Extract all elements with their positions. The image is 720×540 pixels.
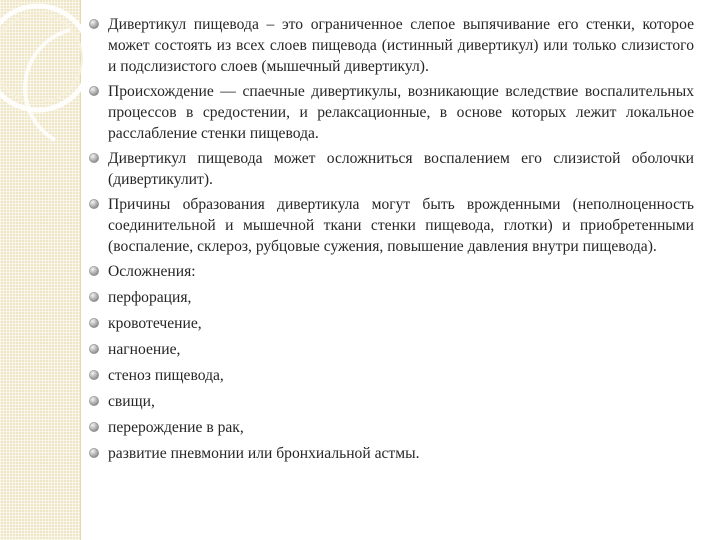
list-item xyxy=(86,339,694,360)
item-text: Дивертикул пищевода – это ограниченное слепое выпячивание его стенки, которое может состоять из всех слоев пищевода (истинный дивертикул) или только слизистого и подслизистого слоев (мышечный дивертикул). xyxy=(108,16,694,75)
item-text: кровотечение, xyxy=(108,315,202,332)
bullet-icon xyxy=(88,395,100,407)
bullet-icon xyxy=(88,317,100,329)
list-item xyxy=(86,81,694,144)
bullet-icon xyxy=(88,421,100,433)
item-text: развитие пневмонии или бронхиальной астмы. xyxy=(108,445,420,462)
item-text: перфорация, xyxy=(108,289,192,306)
list-item xyxy=(86,14,694,77)
list-item xyxy=(86,417,694,438)
list-item xyxy=(86,313,694,334)
item-text: Происхождение — спаечные дивертикулы, возникающие вследствие воспалительных процессов в средостении, и релаксационные, в основе которых лежит локальное расслабление стенки пищевода. xyxy=(108,83,694,142)
list-item xyxy=(86,287,694,308)
list-item xyxy=(86,194,694,257)
bullet-icon xyxy=(88,85,100,97)
item-text: перерождение в рак, xyxy=(108,419,244,436)
item-text: Причины образования дивертикула могут быть врожденными (неполноценность соединительной и мышечной ткани стенки пищевода, глотки) и приобретенными (воспаление, склероз, рубцовые сужения, повышение давления внутри пищевода). xyxy=(108,196,694,255)
item-text: свищи, xyxy=(108,393,155,410)
list-item xyxy=(86,148,694,190)
list-item xyxy=(86,261,694,282)
bullet-icon xyxy=(88,18,100,30)
bullet-content xyxy=(86,14,694,469)
list-item xyxy=(86,443,694,464)
item-text: стеноз пищевода, xyxy=(108,367,224,384)
bullet-icon xyxy=(88,343,100,355)
bullet-icon xyxy=(88,198,100,210)
list-item xyxy=(86,391,694,412)
item-text: Дивертикул пищевода может осложниться воспалением его слизистой оболочки (дивертикулит). xyxy=(108,150,694,188)
item-text: Осложнения: xyxy=(108,263,196,280)
item-text: нагноение, xyxy=(108,341,181,358)
bullet-icon xyxy=(88,291,100,303)
bullet-icon xyxy=(88,369,100,381)
bullet-icon xyxy=(88,152,100,164)
bullet-icon xyxy=(88,265,100,277)
list-item xyxy=(86,365,694,386)
bullet-icon xyxy=(88,447,100,459)
bullet-list xyxy=(86,14,694,464)
